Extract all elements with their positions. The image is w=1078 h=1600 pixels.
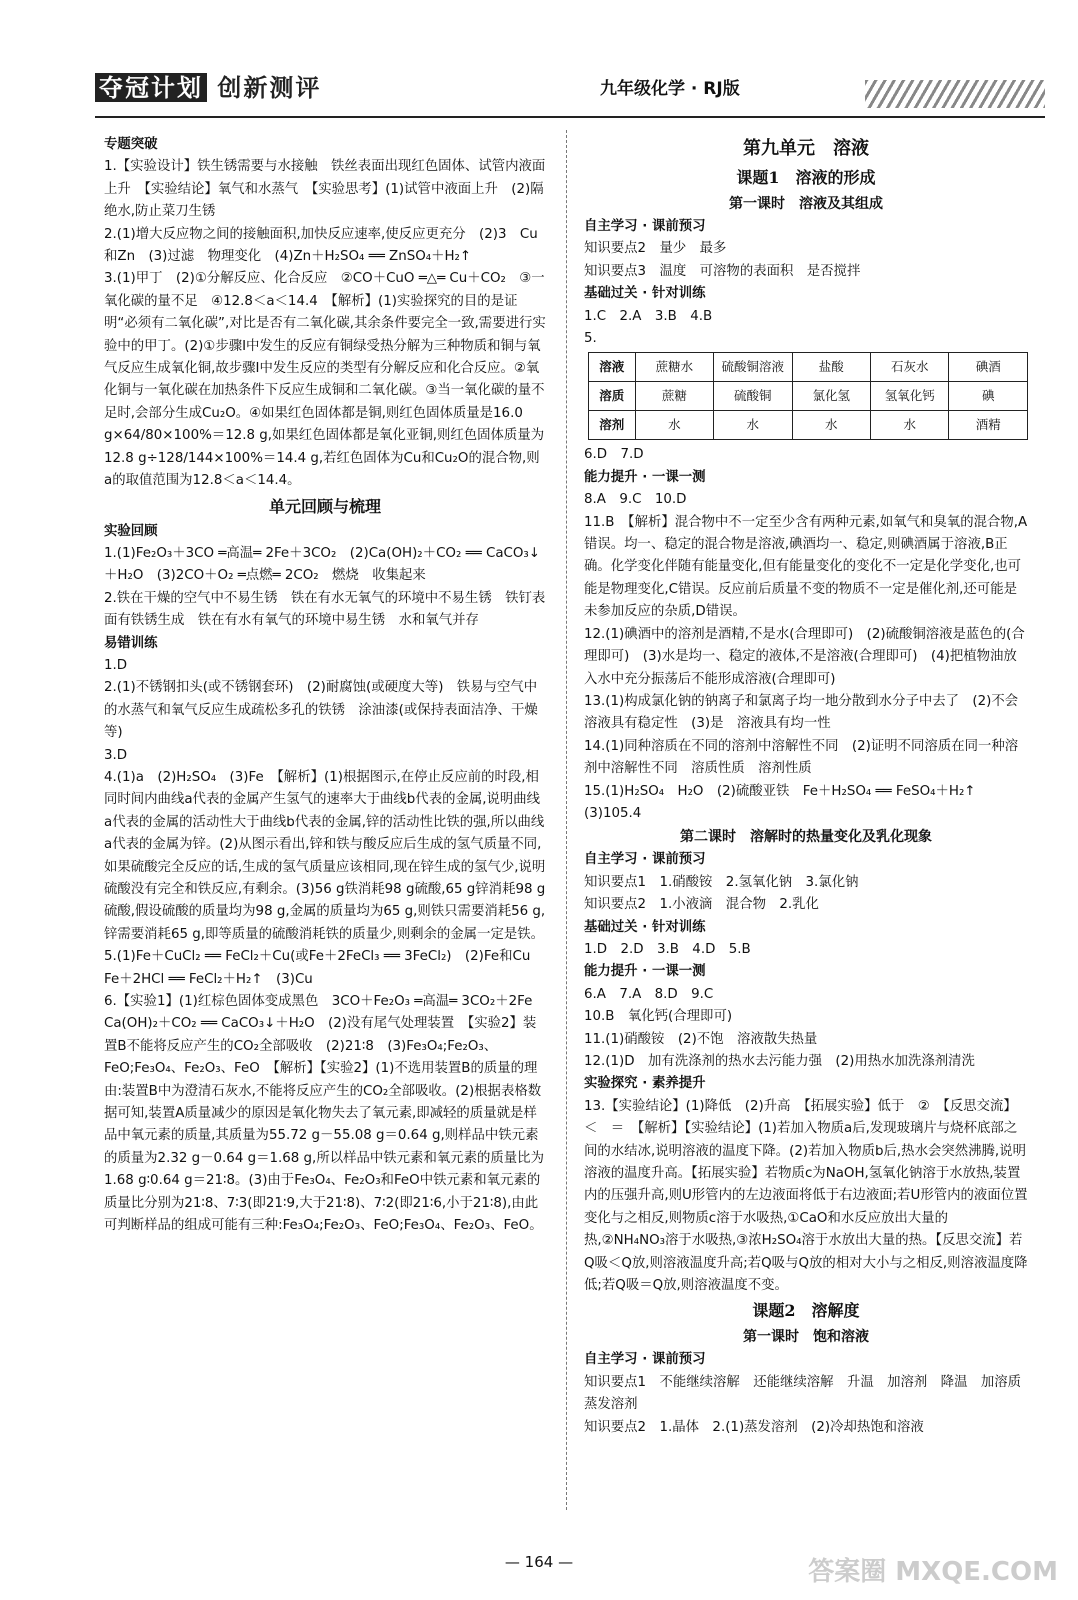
solution-table — [588, 352, 1028, 440]
table-cell: 溶液 — [589, 353, 636, 382]
page-number: — 164 — — [504, 1553, 574, 1571]
answer-item: 13.【实验结论】(1)降低 (2)升高 【拓展实验】低于 ② 【反思交流】＜ ＝ 【解析】【实验结论】(1)若加入物质a后,发现玻璃片与烧杯底部之间的水结冰,说明溶液的温度下降。(2)若加入物质b后,热水会突然沸腾,说明溶液的温度升高。【拓展实验】若物质c为NaOH,氢氧化钠溶于水放热,装置内的压强升高,则U形管内的左边液面将低于右边液面;若U形管内的液面位置变化与之相反,则物质c溶于水吸热,①CaO和水反应放出大量的热,②NH₄NO₃溶于水吸热,③浓H₂SO₄溶于水放出大量的热。【反思交流】若Q吸＜Q放,则溶液温度升高;若Q吸与Q放的相对大小与之相反,则溶液温度降低;若Q吸＝Q放,则溶液温度不变。 — [584, 1098, 1028, 1294]
table-row — [589, 353, 1028, 382]
right-section-b — [584, 444, 1035, 1439]
answer-item: 6.【实验1】(1)红棕色固体变成黑色 3CO＋Fe₂O₃ ═高温═ 3CO₂＋2Fe Ca(OH)₂＋CO₂ ══ CaCO₃↓＋H₂O (2)没有尾气处理装置 【实验2】装置B不能将反应产生的CO₂全部吸收 (2)21∶8 (3)Fe₃O₄;Fe₂O₃、FeO;Fe₃O₄、Fe₂O₃、FeO 【解析】【实验2】(1)不选用装置B的质量的理由:装置B中为澄清石灰水,不能将反应产生的CO₂全部吸收。(2)根据表格数据可知,装置A质量减少的原因是氧化物失去了氧元素,即减轻的质量就是样品中氧元素的质量,其质量为55.72 g－55.08 g＝0.64 g,则样品中铁元素的质量为2.32 g－0.64 g＝1.68 g,所以样品中铁元素和氧元素的质量比为1.68 g∶0.64 g＝21∶8。(3)由于Fe₃O₄、Fe₂O₃和FeO中铁元素和氧元素的质量比分别为21∶8、7∶3(即21∶9,大于21∶8)、7∶2(即21∶6,小于21∶8),由此可判断样品的组成可能有三种:Fe₃O₄;Fe₂O₃、FeO;Fe₃O₄、Fe₂O₃、FeO。 — [104, 994, 546, 1234]
table-cell: 碘 — [949, 382, 1028, 411]
section-heading: 实验探究 · 素养提升 — [584, 1076, 706, 1092]
answer-item: 12.(1)D 加有洗涤剂的热水去污能力强 (2)用热水加洗涤剂清洗 — [584, 1054, 975, 1069]
section-heading: 自主学习 · 课前预习 — [584, 1352, 706, 1368]
answer-item: 10.B 氧化钙(合理即可) — [584, 1009, 733, 1025]
brand-logo — [95, 68, 321, 103]
table-cell: 水 — [635, 411, 713, 440]
table-cell: 溶质 — [589, 382, 636, 411]
section-heading: 单元回顾与梳理 — [268, 496, 381, 516]
answer-item: 5. — [584, 331, 597, 347]
answer-item: 知识要点2 1.小液滴 混合物 2.乳化 — [584, 897, 819, 913]
watermark: 答案圈 MXQE.COM — [808, 1557, 1058, 1587]
answer-item: 知识要点3 温度 可溶物的表面积 是否搅拌 — [584, 263, 861, 279]
answer-item: 3.(1)甲丁 (2)①分解反应、化合反应 ②CO＋CuO ═△═ Cu＋CO₂ ③一氧化碳的量不足 ④12.8＜a＜14.4 【解析】(1)实验探究的目的是证明“必须有二氧化碳”,对比是否有二氧化碳,其余条件要完全一致,需要进行实验中的甲丁。(2)①步骤Ⅰ中发生的反应有铜绿受热分解为三种物质和铜与氧气反应生成氧化铜,故步骤Ⅰ中发生反应的类型有分解反应和化合反应。②氧化铜与一氧化碳在加热条件下反应生成铜和二氧化碳。③当一氧化碳的量不足时,会部分生成Cu₂O。④如果红色固体都是铜,则红色固体质量是16.0 g×64/80×100%＝12.8 g,如果红色固体都是氧化亚铜,则红色固体质量为12.8 g÷128/144×100%＝14.4 g,若红色固体为Cu和Cu₂O的混合物,则a的取值范围为12.8＜a＜14.4。 — [104, 271, 546, 489]
section-heading: 自主学习 · 课前预习 — [584, 852, 706, 868]
section-heading: 基础过关 · 针对训练 — [584, 286, 706, 302]
answer-item: 知识要点1 不能继续溶解 还能继续溶解 升温 加溶剂 降温 加溶质 蒸发溶剂 — [584, 1374, 1035, 1413]
answer-item: 1.D 2.D 3.B 4.D 5.B — [584, 941, 751, 957]
answer-item: 11.(1)硝酸铵 (2)不饱 溶液散失热量 — [584, 1031, 818, 1047]
answer-item: 2.铁在干燥的空气中不易生锈 铁在有水无氧气的环境中不易生锈 铁钉表面有铁锈生成 铁在有水有氧气的环境中易生锈 水和氧气并存 — [104, 590, 546, 629]
section-heading: 课题1 溶液的形成 — [736, 168, 876, 187]
section-heading: 第一课时 溶液及其组成 — [729, 196, 883, 212]
section-heading: 自主学习 · 课前预习 — [584, 219, 706, 234]
table-cell: 水 — [871, 411, 949, 440]
table-cell: 碘酒 — [949, 353, 1028, 382]
answer-item: 1.C 2.A 3.B 4.B — [584, 308, 713, 324]
section-heading: 课题2 溶解度 — [752, 1301, 860, 1321]
section-heading: 能力提升 · 一课一测 — [584, 469, 706, 485]
table-cell: 硫酸铜 — [714, 382, 792, 411]
table-cell: 硫酸铜溶液 — [714, 353, 792, 382]
answer-item: 6.A 7.A 8.D 9.C — [584, 986, 714, 1002]
answer-item: 1.【实验设计】铁生锈需要与水接触 铁丝表面出现红色固体、试管内液面上升 【实验结论】氧气和水蒸气 【实验思考】(1)试管中液面上升 (2)隔绝水,防止菜刀生锈 — [104, 159, 546, 220]
table-cell: 蔗糖水 — [635, 353, 713, 382]
answer-item: 知识要点1 1.硝酸铵 2.氢氧化钠 3.氯化钠 — [584, 874, 859, 890]
answer-item: 5.(1)Fe＋CuCl₂ ══ FeCl₂＋Cu(或Fe＋2FeCl₃ ══ 3FeCl₂) (2)Fe和Cu Fe＋2HCl ══ FeCl₂＋H₂↑ (3)Cu — [104, 949, 544, 987]
answer-item: 14.(1)同种溶质在不同的溶剂中溶解性不同 (2)证明不同溶质在同一种溶剂中溶解性不同 溶质性质 溶剂性质 — [584, 738, 1019, 777]
header-decoration — [865, 80, 1045, 108]
table-row — [589, 411, 1028, 440]
section-heading: 第一课时 饱和溶液 — [743, 1329, 869, 1346]
answer-item: 13.(1)构成氯化钠的钠离子和氯离子均一地分散到水分子中去了 (2)不会 溶液具有稳定性 (3)是 溶液具有均一性 — [584, 693, 1032, 732]
section-heading: 易错训练 — [104, 635, 158, 651]
table-cell: 盐酸 — [792, 353, 870, 382]
answer-item: 1.D — [104, 657, 128, 673]
table-cell: 水 — [792, 411, 870, 440]
header-subtitle: 九年级化学 · RJ版 — [600, 79, 740, 99]
answer-item: 15.(1)H₂SO₄ H₂O (2)硫酸亚铁 Fe＋H₂SO₄ ══ FeSO₄＋H₂↑ (3)105.4 — [584, 783, 989, 821]
table-cell: 水 — [714, 411, 792, 440]
answer-item: 12.(1)碘酒中的溶剂是酒精,不是水(合理即可) (2)硫酸铜溶液是蓝色的(合理即可) (3)水是均一、稳定的液体,不是溶液(合理即可) (4)把植物油放入水中充分振荡后不能形成溶液(合理即可) — [584, 626, 1025, 687]
answer-item: 6.D 7.D — [584, 447, 644, 463]
section-heading: 能力提升 · 一课一测 — [584, 964, 706, 980]
page-header — [95, 66, 1045, 118]
section-heading: 第九单元 溶液 — [743, 138, 869, 159]
section-heading: 专题突破 — [104, 137, 158, 152]
brand-name: 夺冠计划 — [95, 73, 207, 102]
column-divider — [566, 130, 567, 1510]
answer-item: 8.A 9.C 10.D — [584, 492, 687, 508]
section-heading: 实验回顾 — [104, 523, 158, 539]
answer-item: 知识要点2 量少 最多 — [584, 241, 727, 257]
right-section-a — [584, 134, 1028, 350]
answer-item: 11.B 【解析】混合物中不一定至少含有两种元素,如氧气和臭氧的混合物,A错误。均一、稳定的混合物是溶液,碘酒均一、稳定,则碘酒属于溶液,B正确。化学变化伴随有能量变化,但有能量变化的变化不一定是化学变化,也可能是物理变化,C错误。反应前后质量不变的物质不一定是催化剂,还可能是未参加反应的杂质,D错误。 — [584, 514, 1028, 620]
table-cell: 溶剂 — [589, 411, 636, 440]
table-row — [589, 382, 1028, 411]
section-heading: 第二课时 溶解时的热量变化及乳化现象 — [680, 829, 932, 846]
answer-item: 2.(1)增大反应物之间的接触面积,加快反应速率,使反应更充分 (2)3 Cu和Zn (3)过滤 物理变化 (4)Zn＋H₂SO₄ ══ ZnSO₄＋H₂↑ — [104, 226, 538, 265]
left-column — [104, 134, 546, 1238]
answer-item: 2.(1)不锈钢扣头(或不锈钢套环) (2)耐腐蚀(或硬度大等) 铁易与空气中的水蒸气和氧气反应生成疏松多孔的铁锈 涂油漆(或保持表面洁净、干燥等) — [104, 680, 538, 741]
table-cell: 氢氧化钙 — [871, 382, 949, 411]
answer-item: 1.(1)Fe₂O₃＋3CO ═高温═ 2Fe＋3CO₂ (2)Ca(OH)₂＋CO₂ ══ CaCO₃↓＋H₂O (3)2CO＋O₂ ═点燃═ 2CO₂ 燃烧 收集起来 — [104, 545, 540, 584]
table-cell: 酒精 — [949, 411, 1028, 440]
table-cell: 蔗糖 — [635, 382, 713, 411]
table-cell: 石灰水 — [871, 353, 949, 382]
section-heading: 基础过关 · 针对训练 — [584, 919, 706, 935]
answer-item: 3.D — [104, 747, 128, 763]
right-column — [584, 134, 1035, 1439]
brand-series: 创新测评 — [217, 73, 322, 102]
answer-item: 4.(1)a (2)H₂SO₄ (3)Fe 【解析】(1)根据图示,在停止反应前的时段,相同时间内曲线a代表的金属产生氢气的速率大于曲线b代表的金属,说明曲线a代表的金属的活动性大于曲线b代表的金属,锌的活动性比铁的强,所以曲线a代表的金属为锌。(2)从图示看出,锌和铁与酸反应后生成的氢气质量不同,如果硫酸完全反应的话,生成的氢气质量应该相同,现在锌生成的氢气少,说明硫酸没有完全和铁反应,有剩余。(3)56 g铁消耗98 g硫酸,65 g锌消耗98 g硫酸,假设硫酸的质量均为98 g,金属的质量均为65 g,则铁只需要消耗56 g,锌需要消耗65 g,即等质量的硫酸消耗铁的质量少,则剩余的金属一定是铁。 — [104, 769, 546, 942]
answer-item: 知识要点2 1.晶体 2.(1)蒸发溶剂 (2)冷却热饱和溶液 — [584, 1419, 924, 1435]
table-cell: 氯化氢 — [792, 382, 870, 411]
